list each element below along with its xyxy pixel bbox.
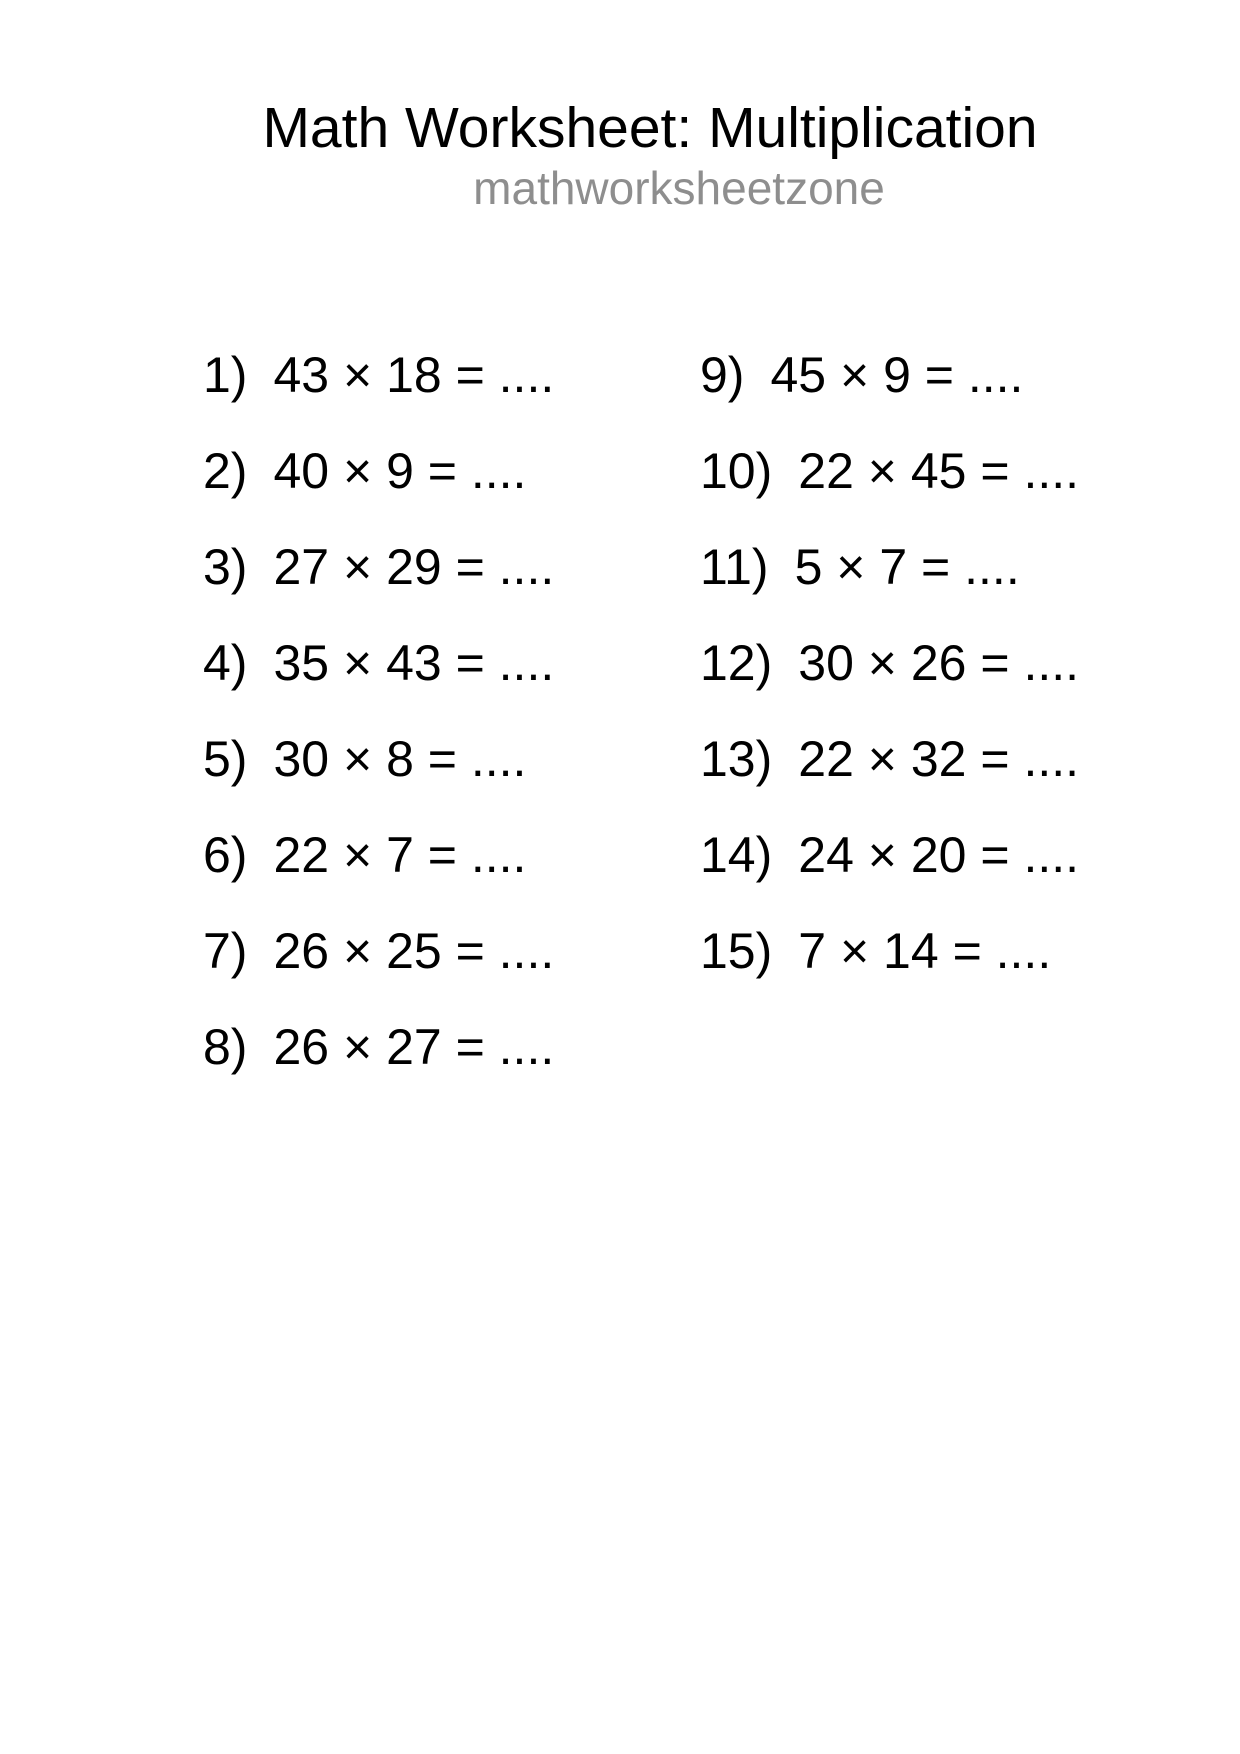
problem-row <box>203 423 554 519</box>
problem-expression: 5 × 7 = .... <box>794 539 1020 595</box>
problem-expression: 27 × 29 = .... <box>273 539 555 595</box>
problem-row <box>700 711 1079 807</box>
problem-number: 9) <box>700 347 745 403</box>
problem-expression: 22 × 7 = .... <box>273 827 527 883</box>
problem-number: 3) <box>203 539 248 595</box>
problem-expression: 30 × 26 = .... <box>798 635 1080 691</box>
problem-number: 10) <box>700 443 773 499</box>
problems-right-column <box>700 327 1079 999</box>
problem-number: 8) <box>203 1019 248 1075</box>
problem-expression: 43 × 18 = .... <box>273 347 555 403</box>
problem-expression: 45 × 9 = .... <box>770 347 1024 403</box>
problem-expression: 30 × 8 = .... <box>273 731 527 787</box>
problem-number: 4) <box>203 635 248 691</box>
problem-expression: 26 × 25 = .... <box>273 923 555 979</box>
problem-row <box>700 519 1079 615</box>
problem-row <box>203 519 554 615</box>
problem-number: 1) <box>203 347 248 403</box>
problems-left-column <box>203 327 554 1095</box>
problem-row <box>700 327 1079 423</box>
problem-number: 12) <box>700 635 773 691</box>
problem-row <box>203 615 554 711</box>
problem-row <box>700 807 1079 903</box>
problem-expression: 22 × 32 = .... <box>798 731 1080 787</box>
problem-expression: 35 × 43 = .... <box>273 635 555 691</box>
problem-expression: 22 × 45 = .... <box>798 443 1080 499</box>
problem-expression: 26 × 27 = .... <box>273 1019 555 1075</box>
problem-row <box>203 327 554 423</box>
problem-row <box>203 903 554 999</box>
problem-number: 13) <box>700 731 773 787</box>
worksheet-title: Math Worksheet: Multiplication <box>262 96 1038 160</box>
problem-number: 14) <box>700 827 773 883</box>
problem-row <box>700 423 1079 519</box>
problem-number: 11) <box>700 539 769 595</box>
problem-expression: 7 × 14 = .... <box>798 923 1052 979</box>
problem-number: 5) <box>203 731 248 787</box>
problem-row <box>203 999 554 1095</box>
problem-row <box>203 807 554 903</box>
problem-row <box>700 615 1079 711</box>
problem-number: 2) <box>203 443 248 499</box>
problem-expression: 40 × 9 = .... <box>273 443 527 499</box>
problem-row <box>203 711 554 807</box>
worksheet-subtitle: mathworksheetzone <box>473 162 885 214</box>
problem-number: 6) <box>203 827 248 883</box>
problem-row <box>700 903 1079 999</box>
problem-expression: 24 × 20 = .... <box>798 827 1080 883</box>
problem-number: 15) <box>700 923 773 979</box>
problem-number: 7) <box>203 923 248 979</box>
